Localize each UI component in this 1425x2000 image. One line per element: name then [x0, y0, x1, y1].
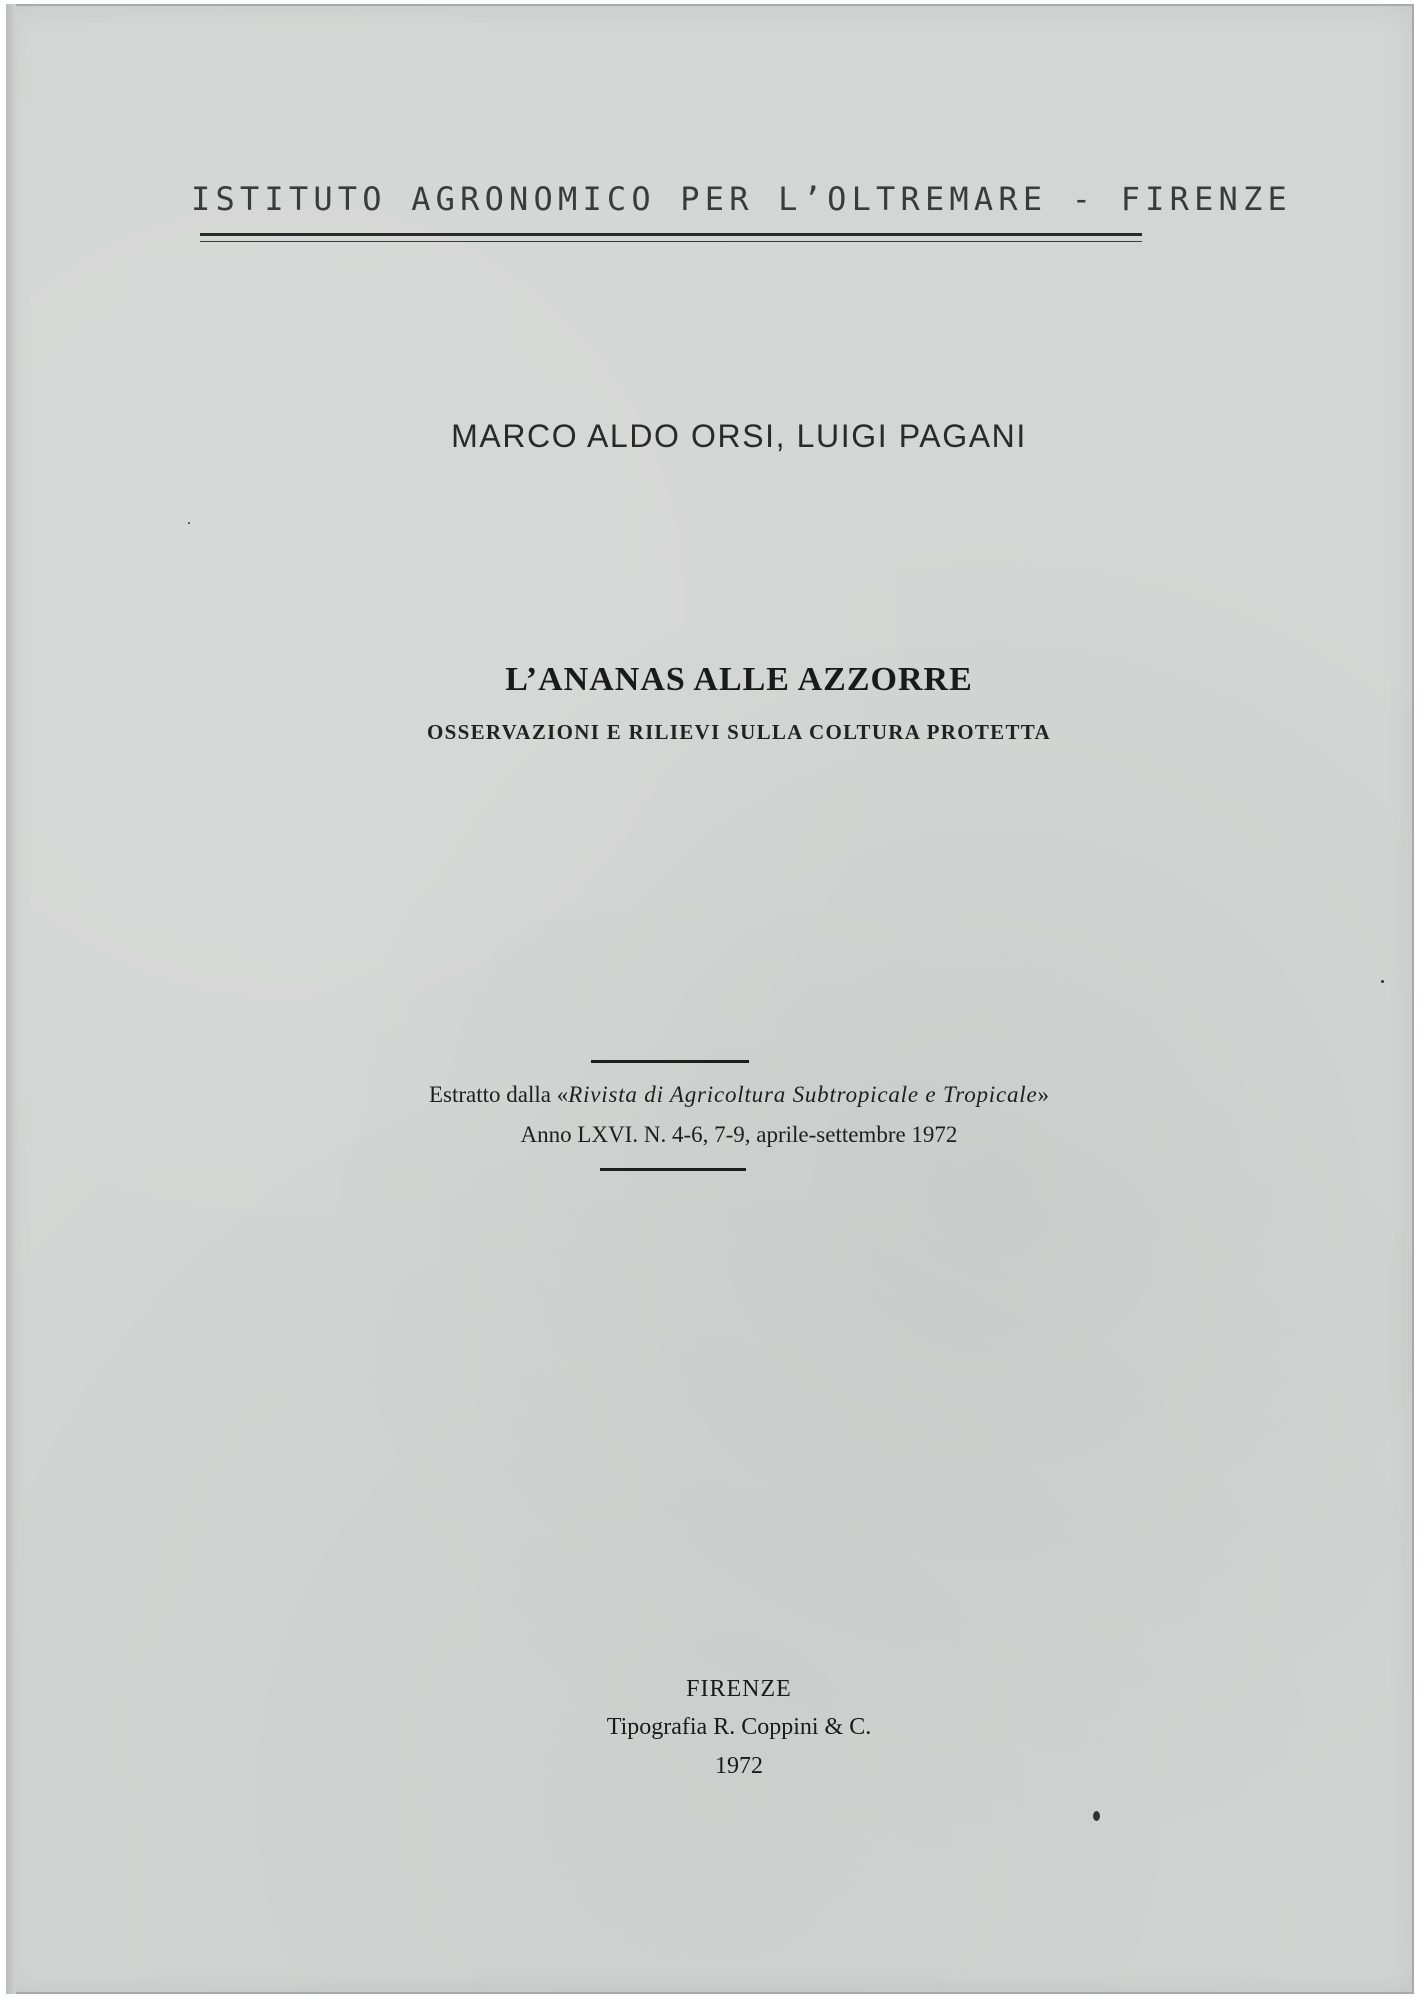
- paper-speck: [188, 522, 190, 524]
- imprint-printer: Tipografia R. Coppini & C.: [606, 1714, 872, 1740]
- spine-edge: [6, 4, 16, 1994]
- journal-open-quote: «: [556, 1082, 569, 1107]
- imprint-city: FIRENZE: [686, 1676, 792, 1702]
- book-title: L’ANANAS ALLE AZZORRE: [505, 661, 973, 698]
- header-rule-thick: [200, 233, 1142, 236]
- header-rule-thin: [200, 241, 1142, 242]
- paper-speck: [1381, 980, 1384, 983]
- imprint-year: 1972: [715, 1753, 763, 1779]
- journal-close-quote: »: [1037, 1082, 1049, 1107]
- journal-name: Rivista di Agricoltura Subtropicale e Tropicale: [568, 1082, 1038, 1107]
- authors: MARCO ALDO ORSI, LUIGI PAGANI: [451, 418, 1027, 454]
- extract-line: [35, 1082, 1425, 1108]
- book-subtitle: OSSERVAZIONI E RILIEVI SULLA COLTURA PROTETTA: [427, 720, 1051, 744]
- book-cover: [6, 4, 1414, 1994]
- extract-prefix: Estratto dalla: [429, 1082, 557, 1107]
- issue-line: Anno LXVI. N. 4-6, 7-9, aprile-settembre 1972: [520, 1122, 958, 1147]
- extract-rule-bottom: [600, 1168, 746, 1171]
- paper-speck: [1093, 1811, 1100, 1821]
- institute-header: ISTITUTO AGRONOMICO PER L’OLTREMARE - FIRENZE: [191, 180, 1292, 218]
- extract-rule-top: [591, 1060, 749, 1063]
